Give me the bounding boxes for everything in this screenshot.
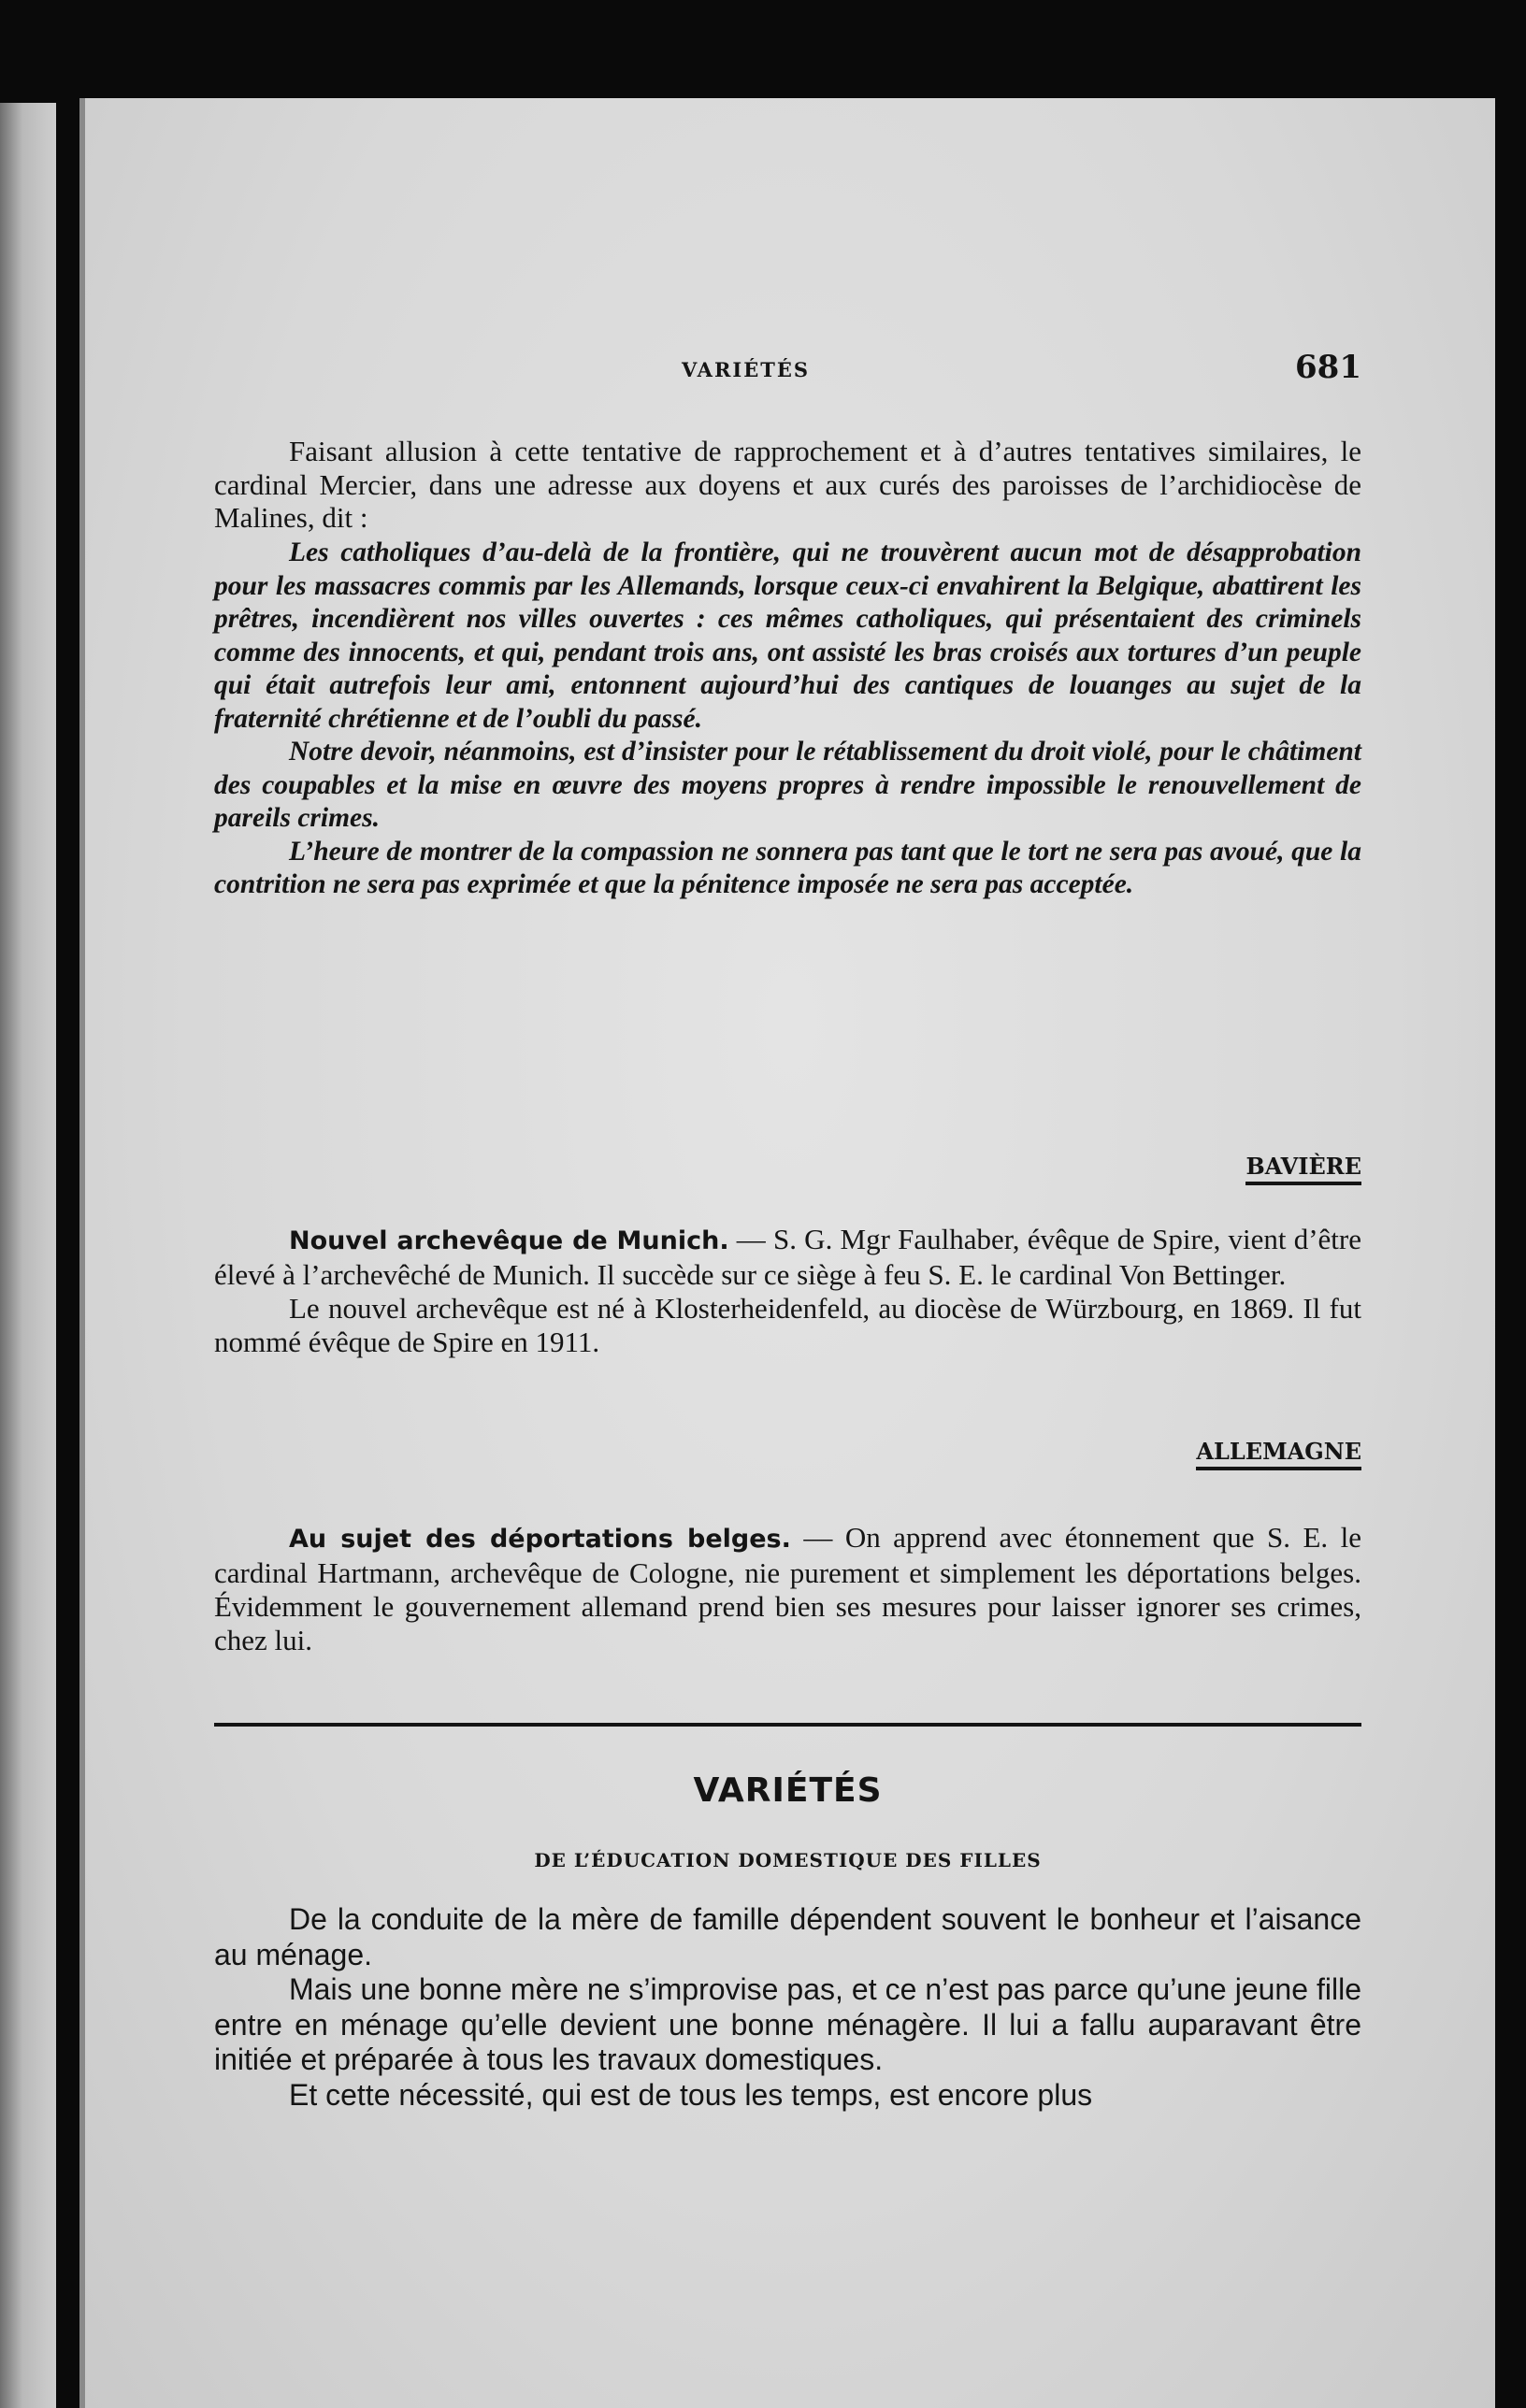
running-head: [214, 349, 1361, 386]
quote-paragraph-3: L’heure de montrer de la compassion ne sonnera pas tant que le tort ne sera pas avoué, que la contrition ne sera pas exprimée et que la pénitence imposée ne sera pas acceptée.: [214, 836, 1361, 899]
quote-paragraph-1: Les catholiques d’au-delà de la frontière, qui ne trouvèrent aucun mot de désapprobation pour les massacres commis par les Allemands, lorsque ceux-ci envahirent la Belgique, abattirent les prêtres, incendièrent nos villes ouvertes : ces mêmes catholiques, qui présentaient des criminels comme des innocents, et qui, pendant trois ans, ont assisté les bras croisés aux tortures d’un peuple qui était autrefois leur ami, entonnent aujourd’hui des cantiques de louanges au sujet de la fraternité chrétienne et de l’oubli du passé.: [214, 538, 1361, 734]
news-munich-paragraph-1: [214, 1223, 1361, 1292]
facing-page-edge: [0, 103, 56, 2408]
article-paragraph-1: De la conduite de la mère de famille dépendent souvent le bonheur et l’aisance au ménage.: [214, 1902, 1361, 1971]
news-munich-paragraph-2: Le nouvel archevêque est né à Klosterheidenfeld, au diocèse de Würzbourg, en 1869. Il fut nommé évêque de Spire en 1911.: [214, 1292, 1361, 1358]
page-number: 681: [1295, 349, 1361, 386]
varietes-article: [214, 1902, 1361, 2113]
news-munich: [214, 1223, 1361, 1359]
news-deportations-paragraph: [214, 1521, 1361, 1657]
news-deportations-lead: Au sujet des déportations belges.: [289, 1525, 791, 1554]
news-munich-text-1: — S. G. Mgr Faulhaber, évêque de Spire, vient d’être élevé à l’archevêché de Munich. Il succède sur ce siège à feu S. E. le cardinal Von Bettinger.: [214, 1223, 1361, 1291]
news-deportations: [214, 1521, 1361, 1657]
article-paragraph-2: Mais une bonne mère ne s’improvise pas, et ce n’est pas parce qu’une jeune fille entre en ménage qu’elle devient une bonne ménagère. Il lui a fallu auparavant être initiée et préparée à tous les travaux domestiques.: [214, 1972, 1361, 2076]
news-deportations-text: — On apprend avec étonnement que S. E. le cardinal Hartmann, archevêque de Cologne, nie purement et simplement les déportations belges. Évidemment le gouvernement allemand prend bien ses mesures pour laisser ignorer ses crimes, chez lui.: [214, 1521, 1362, 1656]
running-title: VARIÉTÉS: [682, 358, 811, 381]
mercier-quote: [214, 537, 1361, 902]
quote-paragraph-2: Notre devoir, néanmoins, est d’insister pour le rétablissement du droit violé, pour le châtiment des coupables et la mise en œuvre des moyens propres à rendre impossible le renouvellement de pareils crimes.: [214, 737, 1361, 833]
intro-paragraph: [214, 435, 1361, 535]
book-page: [79, 98, 1495, 2408]
article-paragraph-3: Et cette nécessité, qui est de tous les temps, est encore plus: [289, 2077, 1093, 2112]
news-munich-lead: Nouvel archevêque de Munich.: [289, 1226, 729, 1255]
section-heading-allemagne: ALLEMAGNE: [1196, 1438, 1361, 1470]
section-heading-baviere: BAVIÈRE: [1245, 1153, 1361, 1185]
varietes-title: VARIÉTÉS: [693, 1771, 883, 1810]
section-divider: [214, 1723, 1361, 1727]
varietes-subtitle: DE L’ÉDUCATION DOMESTIQUE DES FILLES: [534, 1849, 1042, 1871]
intro-text: Faisant allusion à cette tentative de rapprochement et à d’autres tentatives similaires, le cardinal Mercier, dans une adresse aux doyens et aux curés des paroisses de l’archidiocèse de Malines, dit :: [214, 435, 1361, 534]
